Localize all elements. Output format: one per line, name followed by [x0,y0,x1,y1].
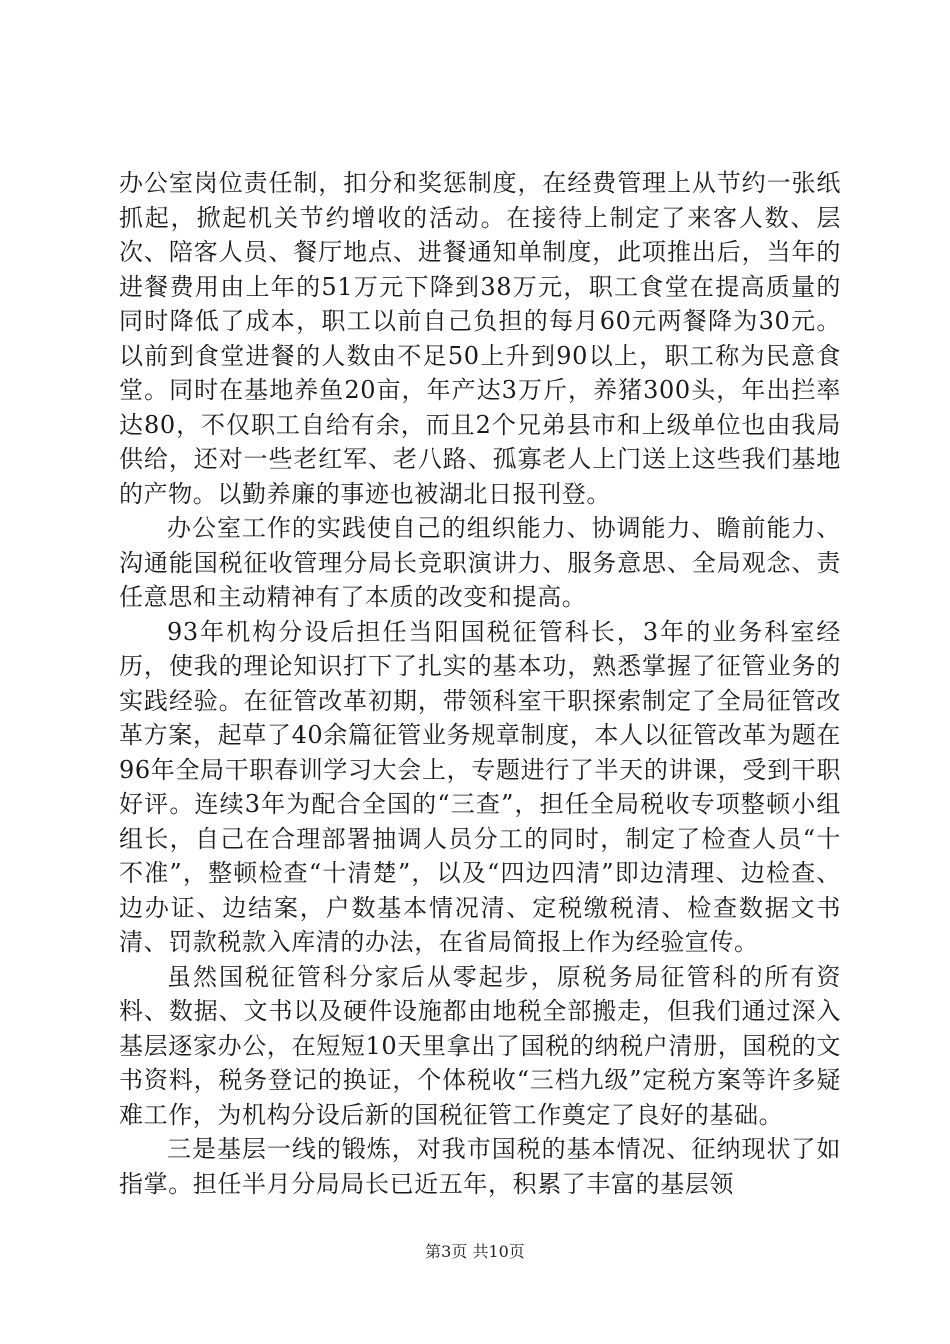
page-footer: 第3页 共10页 [425,1242,525,1261]
paragraph: 三是基层一线的锻炼，对我市国税的基本情况、征纳现状了如指掌。担任半月分局局长已近五年，积累了丰富的基层领 [119,1135,841,1198]
paragraph: 虽然国税征管科分家后从零起步，原税务局征管科的所有资料、数据、文书以及硬件设施都由地税全部搬走，但我们通过深入基层逐家办公，在短短10天里拿出了国税的纳税户清册，国税的文书资料，税务登记的换证，个体税收“三档九级”定税方案等许多疑难工作，为机构分设后新的国税征管工作奠定了良好的基础。 [119,962,841,1129]
body-text [119,166,841,1201]
paragraph: 办公室工作的实践使自己的组织能力、协调能力、瞻前能力、沟通能国税征收管理分局长竞职演讲力、服务意思、全局观念、责任意思和主动精神有了本质的改变和提高。 [119,514,841,611]
paragraph: 93年机构分设后担任当阳国税征管科长，3年的业务科室经历，使我的理论知识打下了扎实的基本功，熟悉掌握了征管业务的实践经验。在征管改革初期，带领科室干职探索制定了全局征管改革方案，起草了40余篇征管业务规章制度，本人以征管改革为题在96年全局干职春训学习大会上，专题进行了半天的讲课，受到干职好评。连续3年为配合全国的“三查”，担任全局税收专项整顿小组组长，自己在合理部署抽调人员分工的同时，制定了检查人员“十不准”，整顿检查“十清楚”，以及“四边四清”即边清理、边检查、边办证、边结案，户数基本情况清、定税缴税清、检查数据文书清、罚款税款入库清的办法，在省局简报上作为经验宣传。 [119,617,841,956]
paragraph: 办公室岗位责任制，扣分和奖惩制度，在经费管理上从节约一张纸抓起，掀起机关节约增收的活动。在接待上制定了来客人数、层次、陪客人员、餐厅地点、进餐通知单制度，此项推出后，当年的进餐费用由上年的51万元下降到38万元，职工食堂在提高质量的同时降低了成本，职工以前自己负担的每月60元两餐降为30元。以前到食堂进餐的人数由不足50上升到90以上，职工称为民意食堂。同时在基地养鱼20亩，年产达3万斤，养猪300头，年出拦率达80，不仅职工自给有余，而且2个兄弟县市和上级单位也由我局供给，还对一些老红军、老八路、孤寡老人上门送上这些我们基地的产物。以勤养廉的事迹也被湖北日报刊登。 [119,169,841,508]
